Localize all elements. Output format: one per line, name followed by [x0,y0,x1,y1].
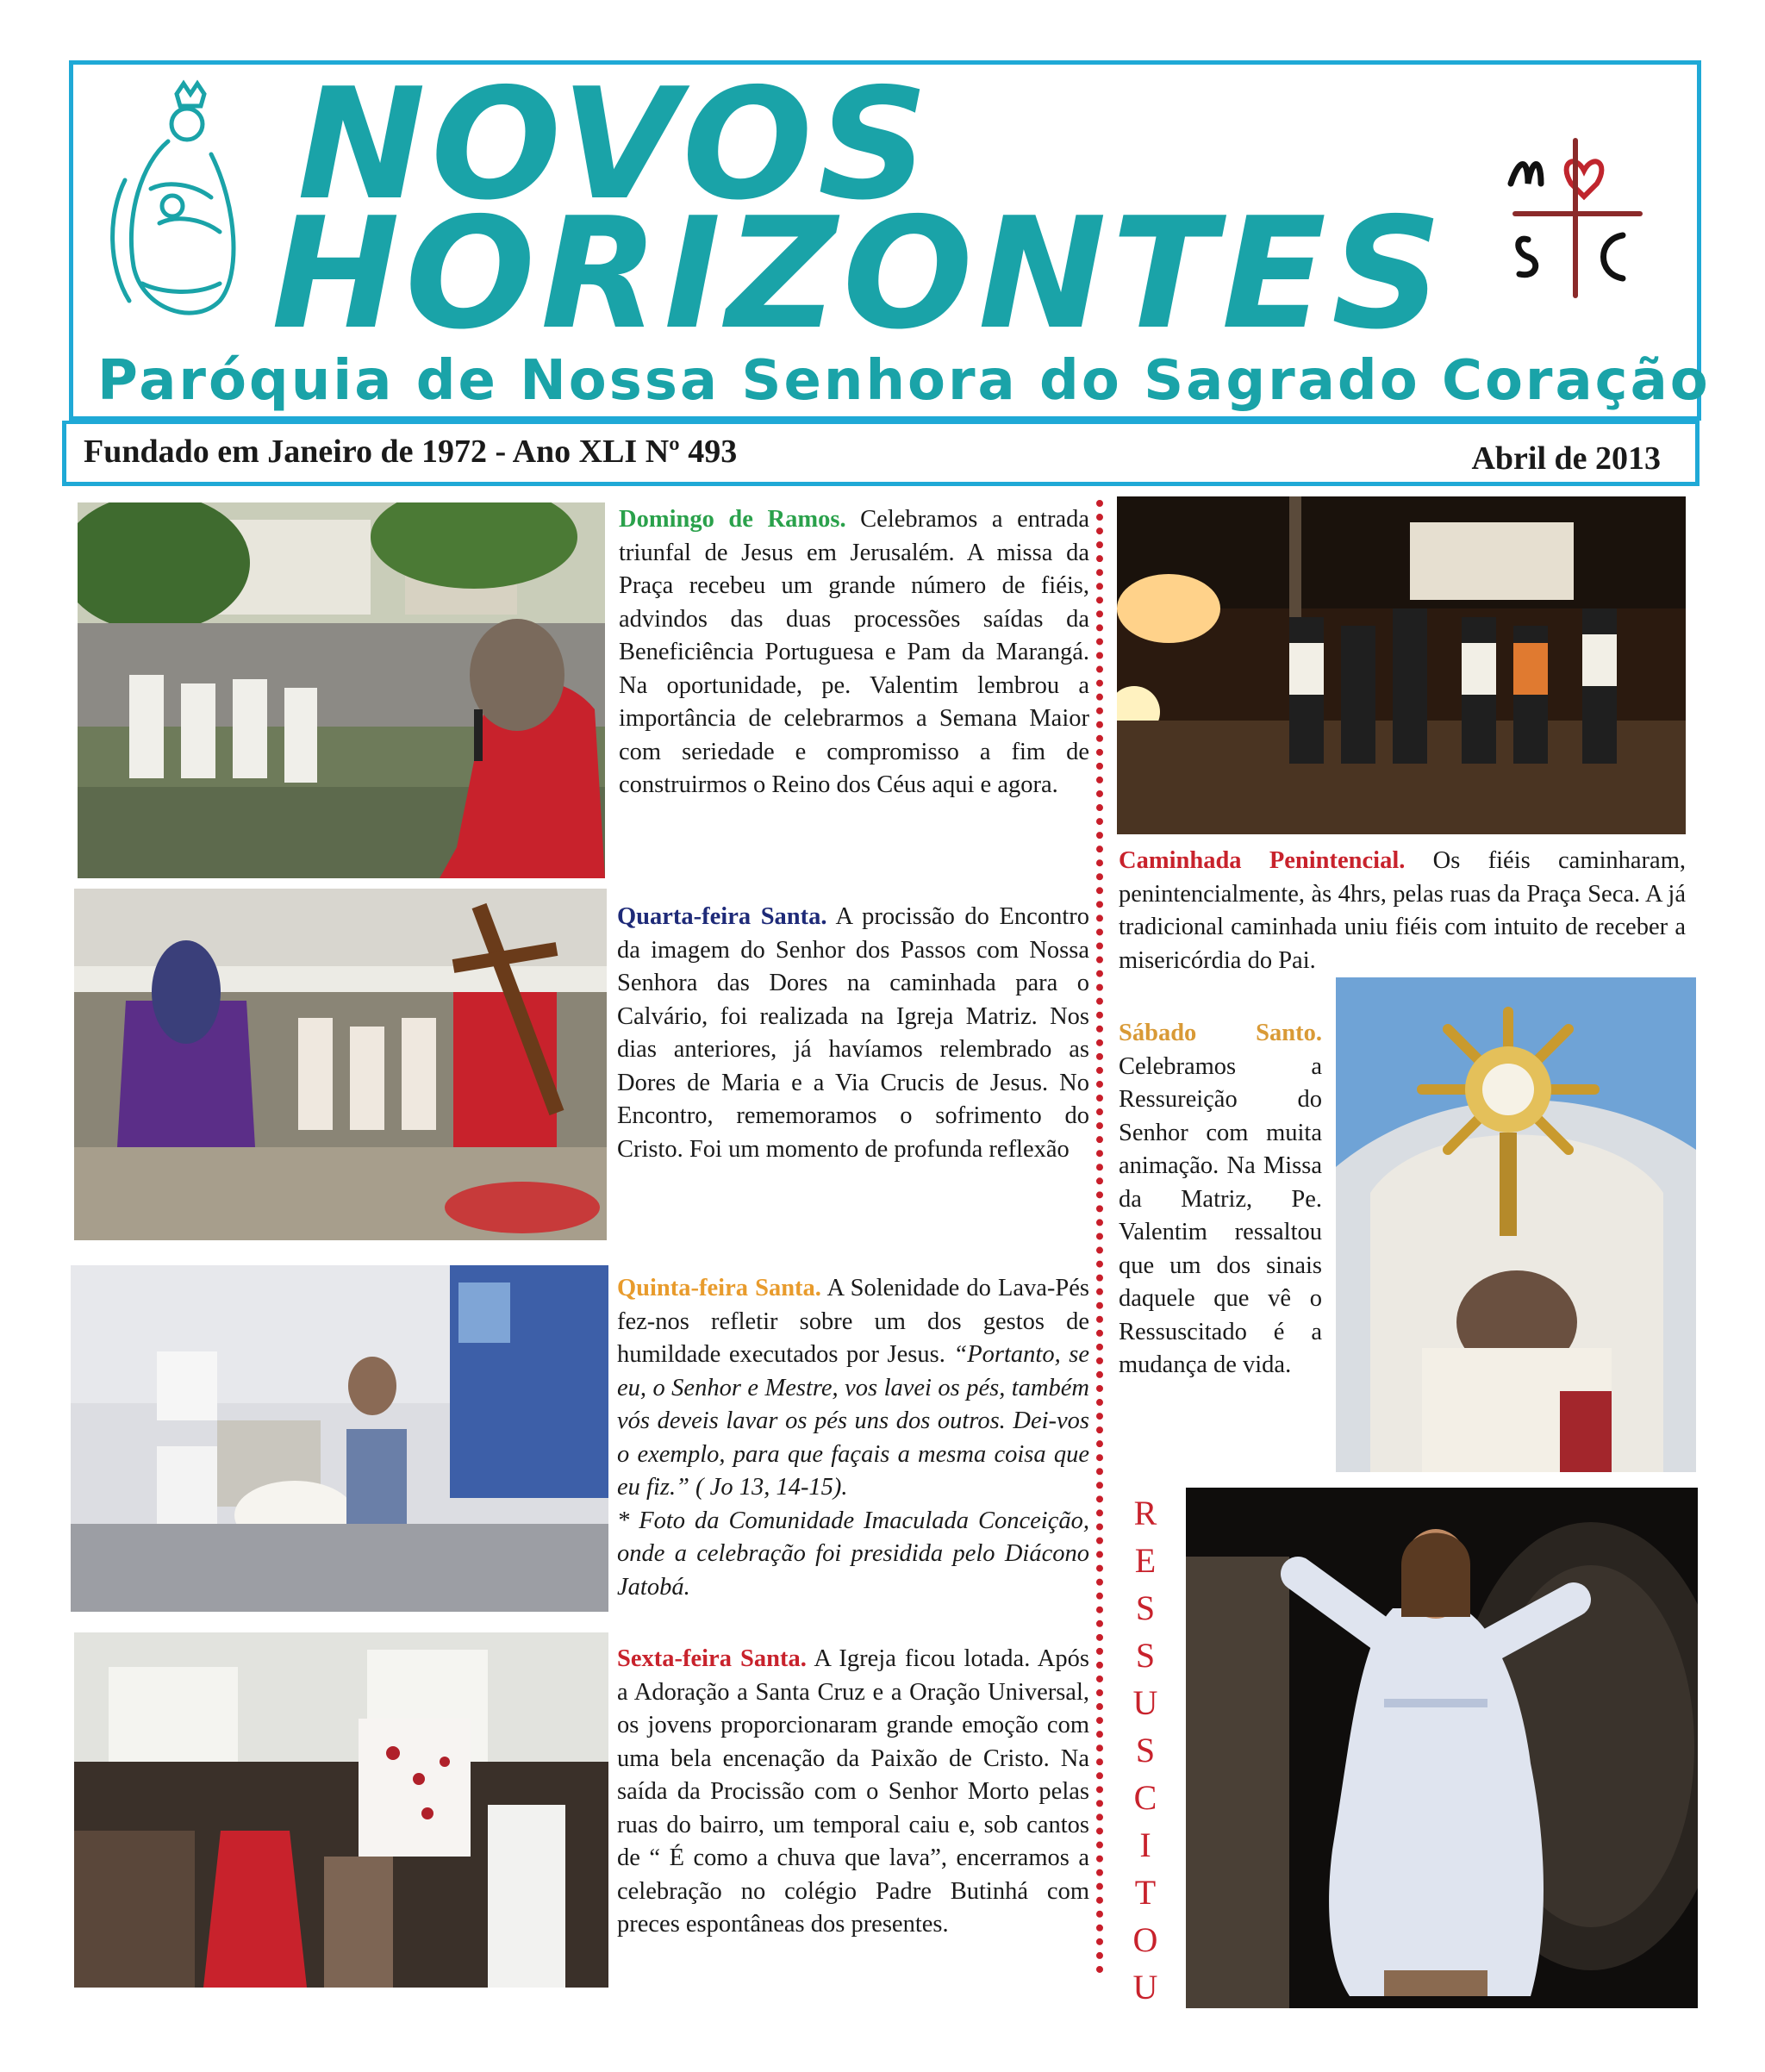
edition-date: Abril de 2013 [1471,440,1661,477]
article-holy-thursday [617,1272,1089,1604]
article-body: Celebramos a Ressureição do Senhor com muita animação. Na Missa da Matriz, Pe. Valentim ressaltou que um dos sinais daquele que vê o Ressuscitado é a mudança de vida. [1119,1052,1322,1378]
column-divider [1096,500,1103,1974]
title-line-1: NOVOS [297,55,934,234]
monstrance-photo [1336,977,1696,1472]
article-body: A procissão do Encontro da imagem do Senhor dos Passos com Nossa Senhora das Dores na caminhada para o Calvário, foi realizada na Igreja Matriz. Nos dias anteriores, já havíamos relembrado as Dores de Maria e a Via Crucis de Jesus. No Encontro, rememoramos o sofrimento do Cristo. Foi um momento de profunda reflexão [617,903,1089,1163]
letter: U [1132,1683,1158,1722]
letter: S [1135,1636,1156,1675]
risen-christ-image [1186,1488,1698,2008]
madonna-logo-icon [90,77,263,335]
letter: T [1134,1873,1157,1912]
good-friday-photo [74,1632,608,1988]
article-body: A Igreja ficou lotada. Após a Adoração a Santa Cruz e a Oração Universal, os jovens proporcionaram grande emoção com uma bela encenação da Paixão de Cristo. Na saída da Procissão com o Senhor Morto pelas ruas do bairro, um temporal caiu e, sob cantos de “ É como a chuva que lava”, encerramos a celebração no colégio Padre Butinhá com preces espontâneas dos presentes. [617,1645,1089,1938]
article-penitential-walk [1119,845,1686,977]
letter: R [1133,1494,1157,1532]
letter: I [1139,1825,1151,1864]
article-holy-saturday [1119,1017,1322,1382]
penitential-walk-photo [1117,496,1686,834]
holy-thursday-photo [71,1265,608,1612]
letter: E [1134,1541,1157,1580]
photo-note: * Foto da Comunidade Imaculada Conceição, onde a celebração foi presidida pelo Diácono Jatobá. [617,1507,1089,1601]
title-line-2: HORIZONTES [271,184,1448,363]
vertical-word-ressuscitou [1124,1489,1167,2011]
gospel-quote: “Portanto, se eu, o Senhor e Mestre, vos lavei os pés, também vós deveis lavar os pés uns dos outros. Dei-vos o exemplo, para que façais a mesma coisa que eu fiz.” ( Jo 13, 14-15). [617,1341,1089,1501]
article-heading: Domingo de Ramos. [619,506,846,533]
newspaper-title [271,55,1512,363]
msc-emblem-icon [1502,132,1647,304]
article-heading: Caminhada Penintencial. [1119,847,1406,874]
article-holy-wednesday [617,901,1089,1166]
article-body: Os fiéis caminharam, penintencialmente, às 4hrs, pelas ruas da Praça Seca. A já tradicional caminhada uniu fiéis com intuito de receber a misericórdia do Pai. [1119,847,1686,974]
founded-text: Fundado em Janeiro de 1972 - Ano XLI Nº 493 [84,434,738,470]
article-body: A Solenidade do Lava-Pés fez-nos refletir sobre um dos gestos de humildade executados por Jesus. [617,1275,1089,1368]
article-heading: Sábado Santo. [1119,1020,1322,1046]
masthead [69,55,1711,421]
letter: O [1132,1920,1158,1959]
letter: U [1132,1968,1158,2006]
article-palm-sunday [619,503,1089,802]
letter: S [1135,1731,1156,1769]
letter: C [1133,1778,1157,1817]
article-heading: Sexta-feira Santa. [617,1645,807,1672]
palm-sunday-photo [78,502,605,878]
article-heading: Quinta-feira Santa. [617,1275,821,1301]
holy-wednesday-photo [74,889,607,1240]
article-heading: Quarta-feira Santa. [617,903,827,930]
article-good-friday [617,1643,1089,1942]
article-body: Celebramos a entrada triunfal de Jesus em Jerusalém. A missa da Praça recebeu um grande número de fiéis, advindos das duas processões saídas da Beneficiência Portuguesa e Pam da Marangá. Na oportunidade, pe. Valentim lembrou a importância de celebrarmos a Semana Maior com seriedade e compromisso a fim de construirmos o Reino dos Céus aqui e agora. [619,506,1089,798]
issue-info-bar [62,421,1700,486]
letter: S [1135,1588,1156,1627]
parish-subtitle: Paróquia de Nossa Senhora do Sagrado Coração [97,349,1711,413]
